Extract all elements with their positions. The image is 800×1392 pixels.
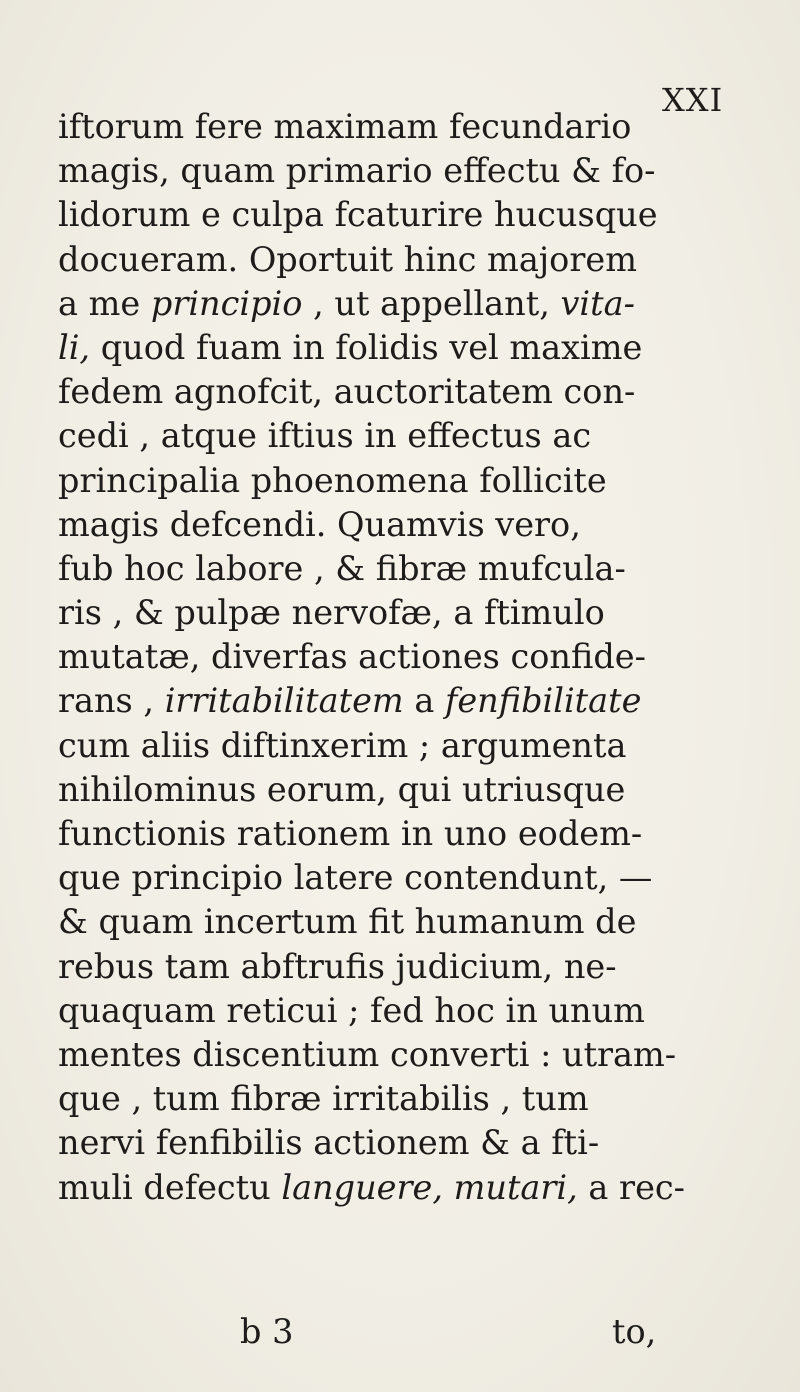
page-number: XXI: [662, 81, 724, 119]
text-line: [58, 591, 758, 635]
text-run: fub hoc labore , & fibræ mufcula-: [58, 548, 626, 588]
text-line: [58, 282, 758, 326]
text-run: cum aliis diftinxerim ; argumenta: [58, 725, 627, 765]
text-run: & quam incertum fit humanum de: [58, 902, 637, 942]
text-line: [58, 238, 758, 282]
text-run: fedem agnofcit, auctoritatem con-: [58, 372, 636, 412]
text-line: [58, 105, 758, 149]
text-line: [58, 149, 758, 193]
text-line: [58, 547, 758, 591]
text-run: mutatæ, diverfas actiones confide-: [58, 637, 646, 677]
text-line: [58, 635, 758, 679]
text-run: que , tum fibræ irritabilis , tum: [58, 1079, 589, 1119]
text-run: a rec-: [577, 1167, 685, 1207]
text-line: [58, 945, 758, 989]
text-line: [58, 193, 758, 237]
text-line: [58, 900, 758, 944]
text-line: [58, 1077, 758, 1121]
text-line: [58, 1033, 758, 1077]
text-line: [58, 768, 758, 812]
text-run: mentes discentium converti : utram-: [58, 1034, 677, 1074]
text-run: functionis rationem in uno eodem-: [58, 814, 643, 853]
text-run: que principio latere contendunt, —: [58, 858, 653, 898]
text-line: [58, 724, 758, 768]
text-run: iftorum fere maximam fecundario: [58, 107, 632, 146]
text-run: principalia phoenomena follicite: [58, 460, 607, 500]
italic-text: fenfibilitate: [444, 681, 642, 721]
page-footer: [0, 1310, 800, 1360]
italic-text: irritabilitatem: [164, 681, 404, 721]
text-run: nervi fenfibilis actionem & a fti-: [58, 1123, 600, 1163]
text-run: muli defectu: [58, 1167, 282, 1207]
text-run: nihilominus eorum, qui utriusque: [58, 769, 626, 809]
text-line: [58, 326, 758, 370]
text-line: [58, 370, 758, 414]
text-run: rans ,: [58, 681, 165, 721]
catchword: to,: [612, 1312, 657, 1351]
text-run: quaquam reticui ; fed hoc in unum: [58, 990, 645, 1030]
italic-text: vita-: [560, 283, 635, 323]
text-run: quod fuam in folidis vel maxime: [90, 327, 643, 367]
text-run: magis, quam primario effectu & fo-: [58, 151, 656, 191]
text-run: cedi , atque iftius in effectus ac: [58, 416, 592, 456]
text-run: a me: [58, 283, 151, 323]
signature-mark: b 3: [240, 1312, 294, 1351]
text-run: docueram. Oportuit hinc majorem: [58, 239, 637, 279]
text-line: [58, 1121, 758, 1165]
text-run: lidorum e culpa fcaturire hucusque: [58, 195, 658, 235]
text-run: , ut appellant,: [302, 283, 561, 323]
text-line: [58, 414, 758, 458]
text-line: [58, 1166, 758, 1210]
text-run: ris , & pulpæ nervofæ, a ftimulo: [58, 593, 605, 633]
text-run: a: [403, 681, 445, 721]
italic-text: li,: [58, 327, 91, 367]
italic-text: principio: [150, 283, 303, 323]
text-line: [58, 503, 758, 547]
text-line: [58, 679, 758, 723]
body-text: [58, 105, 758, 1210]
text-line: [58, 812, 758, 856]
text-run: magis defcendi. Quamvis vero,: [58, 504, 581, 544]
text-line: [58, 856, 758, 900]
text-line: [58, 459, 758, 503]
text-run: rebus tam abftrufis judicium, ne-: [58, 946, 617, 986]
italic-text: languere, mutari,: [281, 1167, 578, 1207]
text-line: [58, 989, 758, 1033]
